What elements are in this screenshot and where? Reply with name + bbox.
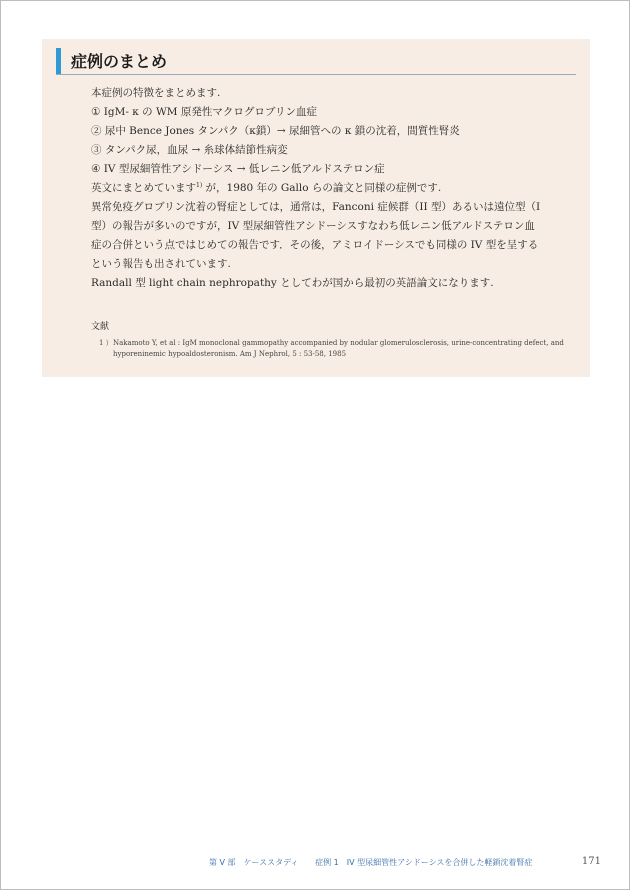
paragraph-line: 型）の報告が多いのですが，IV 型尿細管性アシドーシスすなわち低レニン低アルドステロン血: [91, 220, 535, 232]
summary-body: [91, 84, 561, 293]
summary-box: [42, 39, 590, 377]
paragraph-english-report: [91, 179, 561, 198]
paragraph-line: 症の合併という点ではじめての報告です．その後，アミロイドーシスでも同様の IV 型を呈する: [91, 239, 539, 251]
paragraph-text: が，1980 年の Gallo らの論文と同様の症例です.: [202, 182, 442, 194]
reference-number: 1 ）: [99, 339, 113, 347]
paragraph-line: という報告も出されています.: [91, 258, 231, 270]
paragraph-randall: Randall 型 light chain nephropathy としてわが国から最初の英語論文になります.: [91, 277, 494, 289]
footer-section: 第 V 部 ケーススタディ: [209, 858, 299, 867]
heading-accent-bar: [56, 48, 61, 74]
section-heading: [56, 48, 576, 75]
summary-point: ③ タンパク尿，血尿 → 糸球体結節性病変: [91, 144, 288, 156]
citation-marker: 1): [196, 182, 203, 189]
footer-case-title: 症例 1 IV 型尿細管性アシドーシスを合併した軽鎖沈着腎症: [315, 858, 533, 867]
page-footer: [209, 857, 601, 868]
reference-item: [91, 338, 581, 360]
summary-point: ④ IV 型尿細管性アシドーシス → 低レニン低アルドステロン症: [91, 163, 385, 175]
references-title: 文献: [91, 322, 110, 332]
summary-point: ② 尿中 Bence Jones タンパク（κ鎖）→ 尿細管への κ 鎖の沈着，間質性腎炎: [91, 125, 460, 137]
page-number: 171: [581, 856, 601, 867]
reference-text: Nakamoto Y, et al : IgM monoclonal gammopathy accompanied by nodular glomerulosclerosis, urine-concentrating defect, and hyporeninemic hypoaldosteronism. Am J Nephrol, 5 : 53-58, 1985: [113, 339, 564, 358]
paragraph-line: 異常免疫グロブリン沈着の腎症としては，通常は，Fanconi 症候群（II 型）あるいは遠位型（I: [91, 201, 541, 213]
paragraph-text: 英文にまとめています: [91, 182, 196, 194]
summary-point: ① IgM- κ の WM 原発性マクログロブリン血症: [91, 106, 317, 118]
references: [91, 319, 581, 360]
section-title: 症例のまとめ: [71, 52, 168, 71]
intro-text: 本症例の特徴をまとめます.: [91, 87, 221, 99]
